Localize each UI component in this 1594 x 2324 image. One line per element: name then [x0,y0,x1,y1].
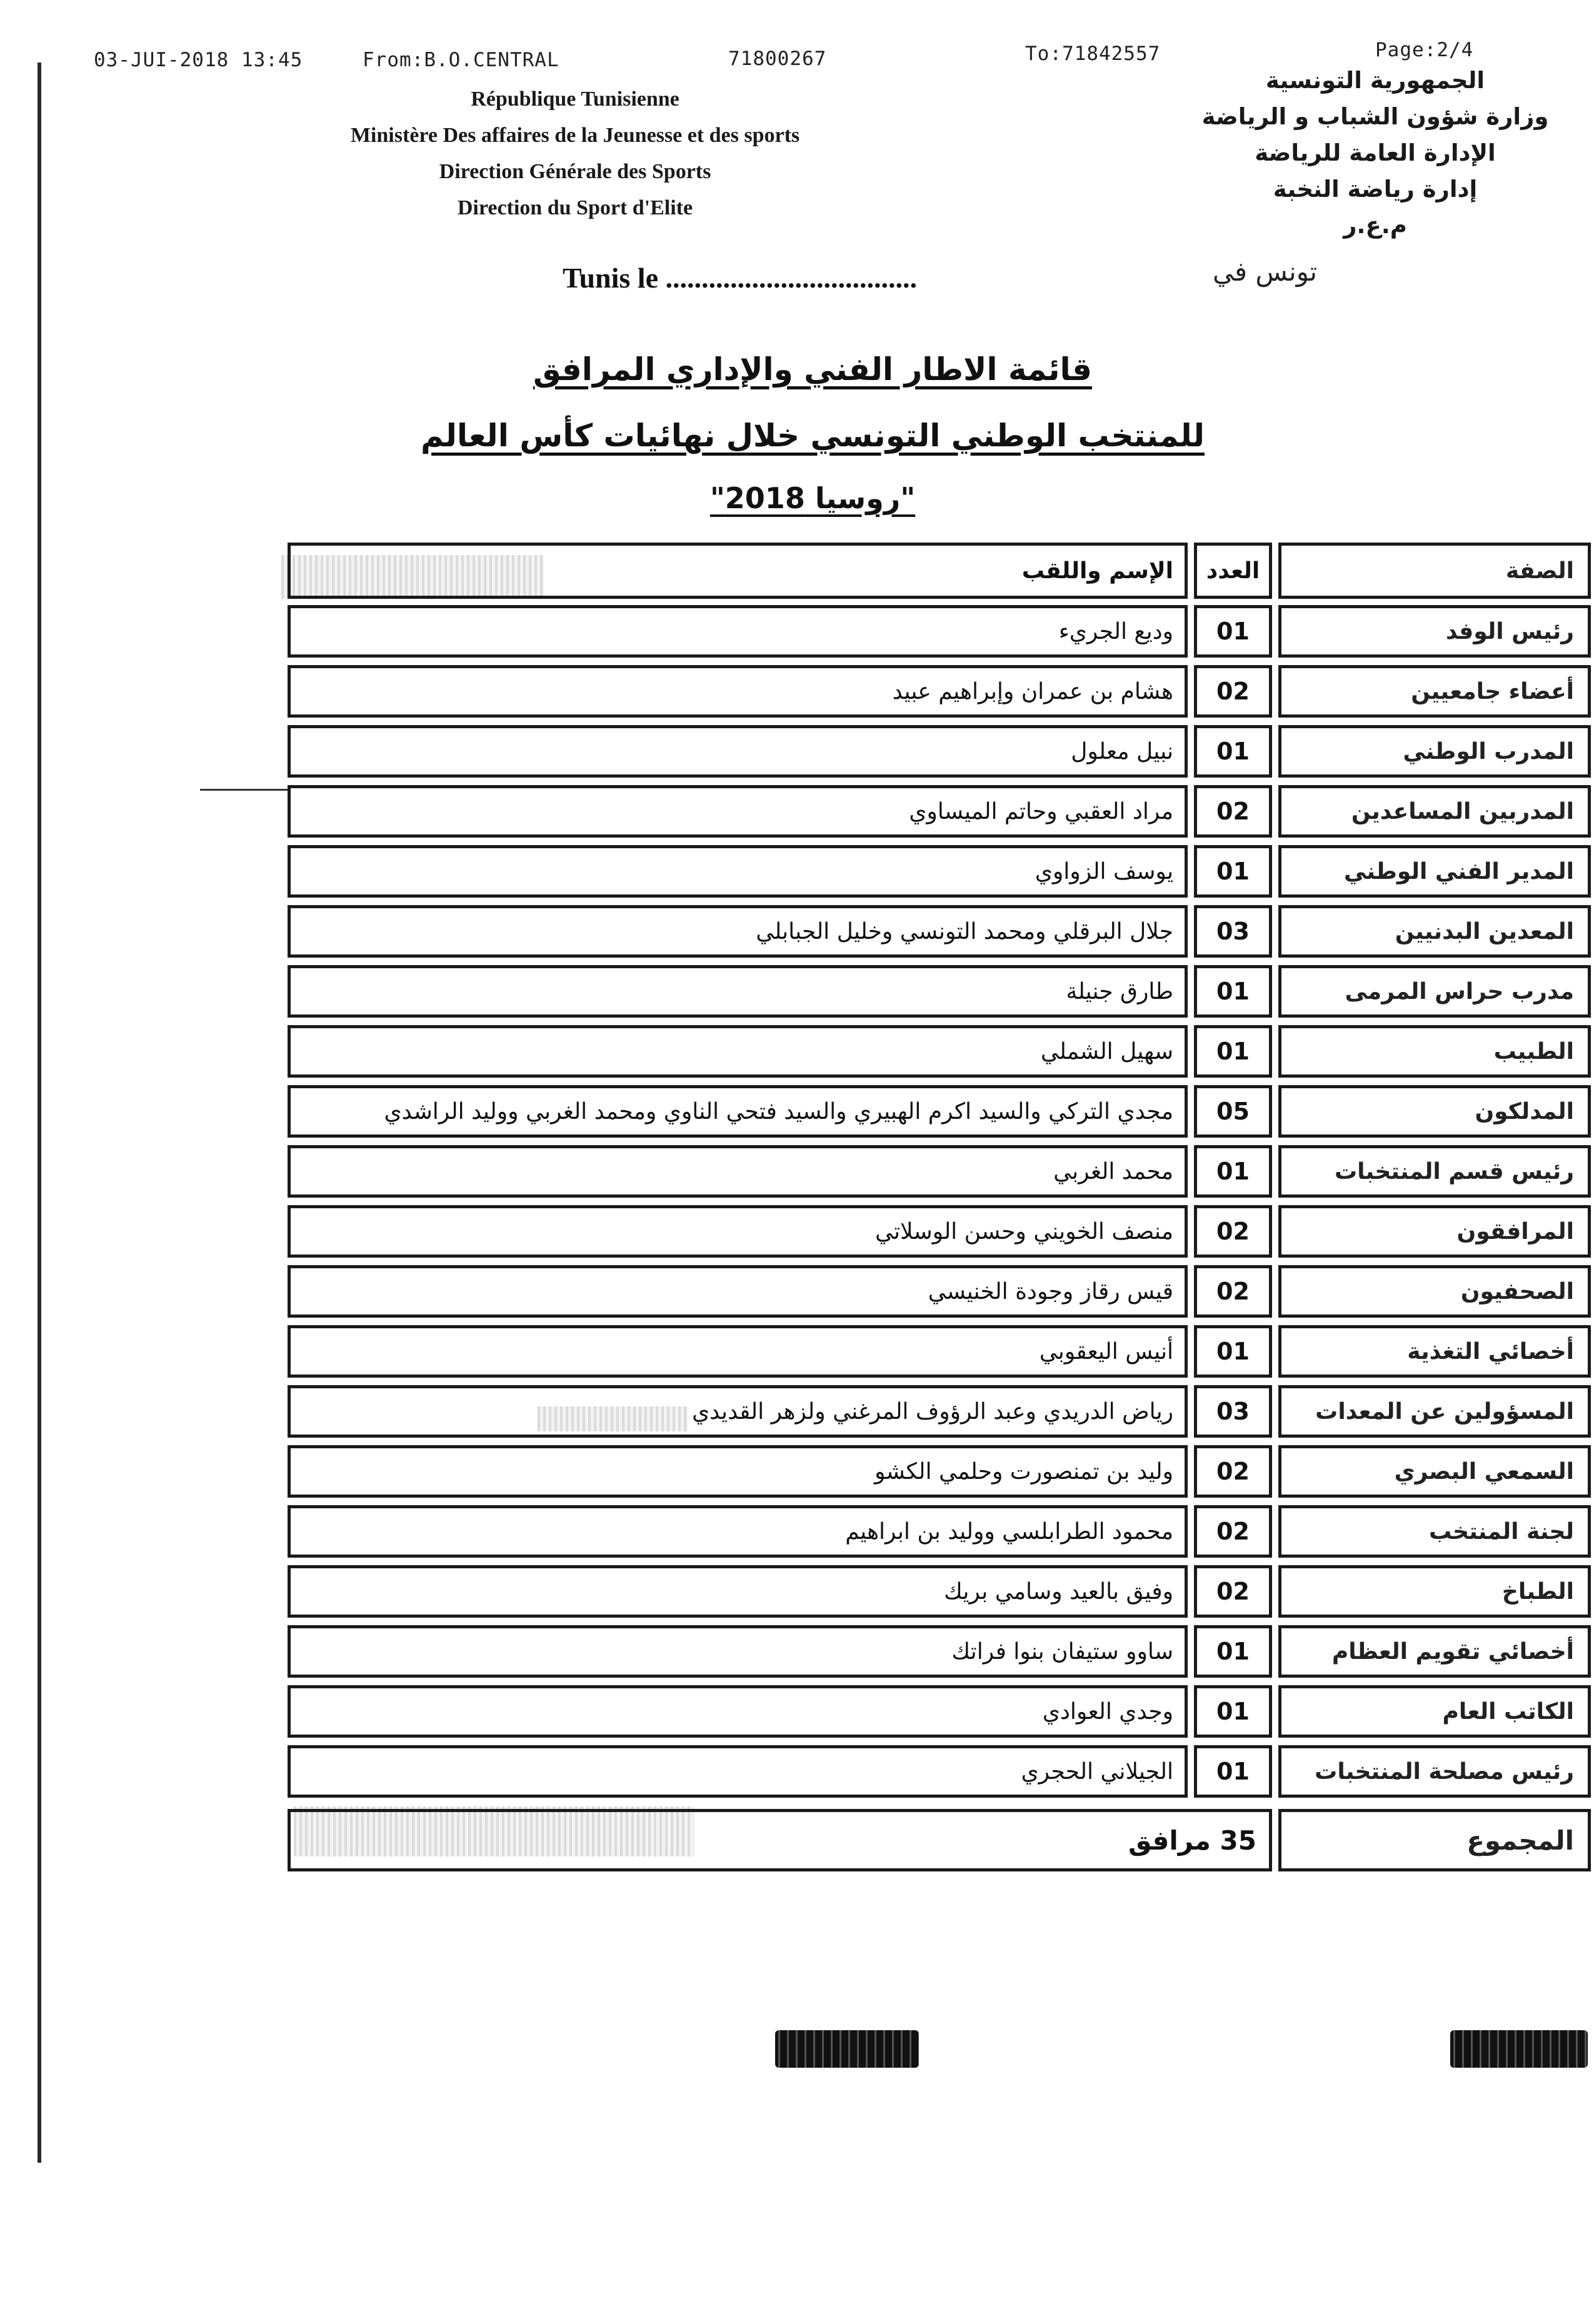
role: الكاتب العام [1442,1698,1574,1725]
name: أنيس اليعقوبي [1039,1338,1173,1365]
tunis-date-line: Tunis le ................................... [563,262,918,294]
name-cell [288,665,1188,718]
document-title: قائمة الاطار الفني والإداري المرافق [533,351,1093,388]
count: 02 [1216,1458,1250,1485]
role: الصفة [1505,558,1574,584]
count-cell [1194,1025,1272,1078]
count: 05 [1216,1098,1250,1125]
role-cell [1278,1625,1591,1678]
role-cell [1278,1385,1591,1438]
role: مدرب حراس المرمى [1345,978,1574,1004]
name: يوسف الزواوي [1035,858,1173,884]
name: نبيل معلول [1071,738,1173,764]
count: 01 [1216,1038,1250,1065]
arabic-ministry: وزارة شؤون الشباب و الرياضة [1201,103,1549,130]
table-row [275,1025,1594,1078]
count: 02 [1216,1518,1250,1545]
role-cell [1278,605,1591,658]
name: الإسم واللقب [1021,558,1173,584]
count-cell [1194,605,1272,658]
role: الصحفيون [1460,1278,1574,1305]
table-header-row [275,543,1594,599]
role-cell [1278,1265,1591,1318]
role: الطباخ [1501,1578,1574,1605]
count-cell [1194,905,1272,958]
table-row [275,1505,1594,1558]
name-cell [288,785,1188,838]
count-cell [1194,1505,1272,1558]
name-cell [288,905,1188,958]
count-cell [1194,1565,1272,1618]
count: 02 [1216,798,1250,825]
arabic-elite-direction: إدارة رياضة النخبة [1273,176,1478,203]
count-cell [1194,1205,1272,1258]
total-value: 35 مرافق [1128,1825,1256,1856]
name-cell [288,1145,1188,1198]
name-cell [288,1505,1188,1558]
role: رئيس مصلحة المنتخبات [1315,1758,1574,1785]
name: وليد بن تمنصورت وحلمي الكشو [874,1458,1173,1485]
count: 01 [1216,858,1250,885]
table-row [275,1145,1594,1198]
role-cell [1278,1205,1591,1258]
count: 02 [1216,678,1250,705]
role-cell [1278,785,1591,838]
table-row [275,965,1594,1018]
name: سهيل الشملي [1040,1038,1173,1064]
role-cell [1278,1445,1591,1498]
fax-number: 71800267 [728,48,827,70]
ministry-name: Ministère Des affaires de la Jeunesse et des sports [350,124,800,147]
count: 02 [1216,1278,1250,1305]
count-cell [1194,1085,1272,1138]
elite-direction: Direction du Sport d'Elite [457,196,693,219]
name-cell [288,1325,1188,1378]
fax-datetime: 03-JUI-2018 13:45 [94,49,303,71]
role: المدربين المساعدين [1351,798,1574,824]
name-cell [288,1745,1188,1798]
name-cell [288,1625,1188,1678]
table-row [275,1265,1594,1318]
role: المدير الفني الوطني [1343,858,1574,884]
name-cell [288,845,1188,898]
name-cell [288,1385,1188,1438]
count-cell [1194,1625,1272,1678]
role: أعضاء جامعيين [1411,678,1574,704]
name: ساوو ستيفان بنوا فراتك [951,1638,1173,1665]
count: 03 [1216,1398,1250,1425]
role: المدرب الوطني [1403,738,1574,764]
role: الطبيب [1493,1038,1574,1064]
french-header [294,81,856,226]
role: أخصائي تقويم العظام [1331,1638,1574,1665]
count-cell [1194,1685,1272,1738]
name: وجدي العوادي [1042,1698,1173,1725]
role: المسؤولين عن المعدات [1315,1398,1574,1425]
count-cell [1194,845,1272,898]
table-row [275,845,1594,898]
name-cell [288,605,1188,658]
table-row [275,1745,1594,1798]
role-cell [1278,543,1591,599]
count: العدد [1206,558,1260,584]
count: 01 [1216,1338,1250,1365]
name-cell [288,965,1188,1018]
document-event: "روسيا 2018" [709,481,916,515]
name: محمود الطرابلسي ووليد بن ابراهيم [845,1518,1173,1545]
arabic-header [1200,63,1550,244]
name-cell [288,725,1188,778]
table-total-row [275,1809,1594,1871]
count-cell [1194,1745,1272,1798]
role: السمعي البصري [1394,1458,1574,1485]
role-cell [1278,845,1591,898]
table-row [275,785,1594,838]
role: المعدين البدنيين [1395,918,1574,944]
name: محمد الغربي [1053,1158,1173,1185]
arabic-general-direction: الإدارة العامة للرياضة [1255,139,1496,166]
name-cell [288,1025,1188,1078]
count-cell [1194,665,1272,718]
name: مجدي التركي والسيد اكرم الهبيري والسيد فتحي الناوي ومحمد الغربي ووليد الراشدي [384,1098,1173,1124]
staff-table [275,543,1594,2324]
name-cell [288,1085,1188,1138]
table-row [275,1625,1594,1678]
name: هشام بن عمران وإبراهيم عبيد [892,678,1173,704]
table-row [275,905,1594,958]
role-cell [1278,1085,1591,1138]
table-row [275,1085,1594,1138]
name-cell [288,1205,1188,1258]
name: طارق جنيلة [1066,978,1173,1004]
role-cell [1278,1025,1591,1078]
role-cell [1278,905,1591,958]
count-cell [1194,965,1272,1018]
count: 01 [1216,978,1250,1005]
table-row [275,1385,1594,1438]
count: 02 [1216,1578,1250,1605]
name: وفيق بالعيد وسامي بريك [944,1578,1173,1605]
name-cell [288,1565,1188,1618]
document-subtitle: للمنتخب الوطني التونسي خلال نهائيات كأس العالم [420,418,1205,454]
count-cell [1194,1145,1272,1198]
name-cell [288,1685,1188,1738]
republic-name: République Tunisienne [471,88,679,111]
role: رئيس قسم المنتخبات [1334,1158,1574,1185]
name: قيس رقاز وجودة الخنيسي [928,1278,1173,1305]
tunis-date-arabic: تونس في [1213,256,1318,287]
total-value-cell [288,1809,1272,1871]
role-cell [1278,965,1591,1018]
role-cell [1278,1325,1591,1378]
count-cell [1194,1325,1272,1378]
role: أخصائي التغذية [1407,1338,1574,1365]
table-row [275,1205,1594,1258]
fax-to: To:71842557 [1025,43,1161,65]
role-cell [1278,1505,1591,1558]
count-cell [1194,543,1272,599]
count: 01 [1216,738,1250,765]
count: 01 [1216,618,1250,645]
name: الجيلاني الحجري [1021,1758,1173,1785]
table-row [275,1565,1594,1618]
name: جلال البرقلي ومحمد التونسي وخليل الجبابلي [756,918,1173,944]
count-cell [1194,1445,1272,1498]
role-cell [1278,1745,1591,1798]
role: لجنة المنتخب [1429,1518,1574,1545]
table-row [275,725,1594,778]
count-cell [1194,1265,1272,1318]
role: المدلكون [1475,1098,1574,1124]
name-cell [288,543,1188,599]
table-row [275,1325,1594,1378]
page-left-edge [38,63,41,2163]
count: 01 [1216,1638,1250,1665]
count-cell [1194,785,1272,838]
name: مراد العقبي وحاتم الميساوي [909,798,1173,824]
name-cell [288,1445,1188,1498]
count-cell [1194,725,1272,778]
name: رياض الدريدي وعبد الرؤوف المرغني ولزهر القديدي [691,1398,1173,1425]
count: 01 [1216,1698,1250,1725]
count: 01 [1216,1758,1250,1785]
margin-mark [200,789,288,791]
arabic-republic: الجمهورية التونسية [1265,67,1485,94]
name-cell [288,1265,1188,1318]
table-row [275,1445,1594,1498]
role-cell [1278,665,1591,718]
count-cell [1194,1385,1272,1438]
role-cell [1278,725,1591,778]
fax-page: Page:2/4 [1375,39,1474,61]
name: منصف الخويني وحسن الوسلاتي [875,1218,1173,1245]
fax-from: From:B.O.CENTRAL [363,49,559,71]
role-cell [1278,1565,1591,1618]
general-direction: Direction Générale des Sports [439,160,711,183]
role: رئيس الوفد [1445,618,1574,644]
role-cell [1278,1145,1591,1198]
total-label-cell [1278,1809,1591,1871]
table-row [275,1685,1594,1738]
count: 03 [1216,918,1250,945]
table-row [275,665,1594,718]
arabic-reference: م.ع.ر [1343,212,1407,239]
total-label: المجموع [1466,1825,1574,1856]
count: 02 [1216,1218,1250,1245]
table-row [275,605,1594,658]
role: المرافقون [1456,1218,1574,1245]
name: وديع الجريء [1058,618,1173,644]
count: 01 [1216,1158,1250,1185]
role-cell [1278,1685,1591,1738]
